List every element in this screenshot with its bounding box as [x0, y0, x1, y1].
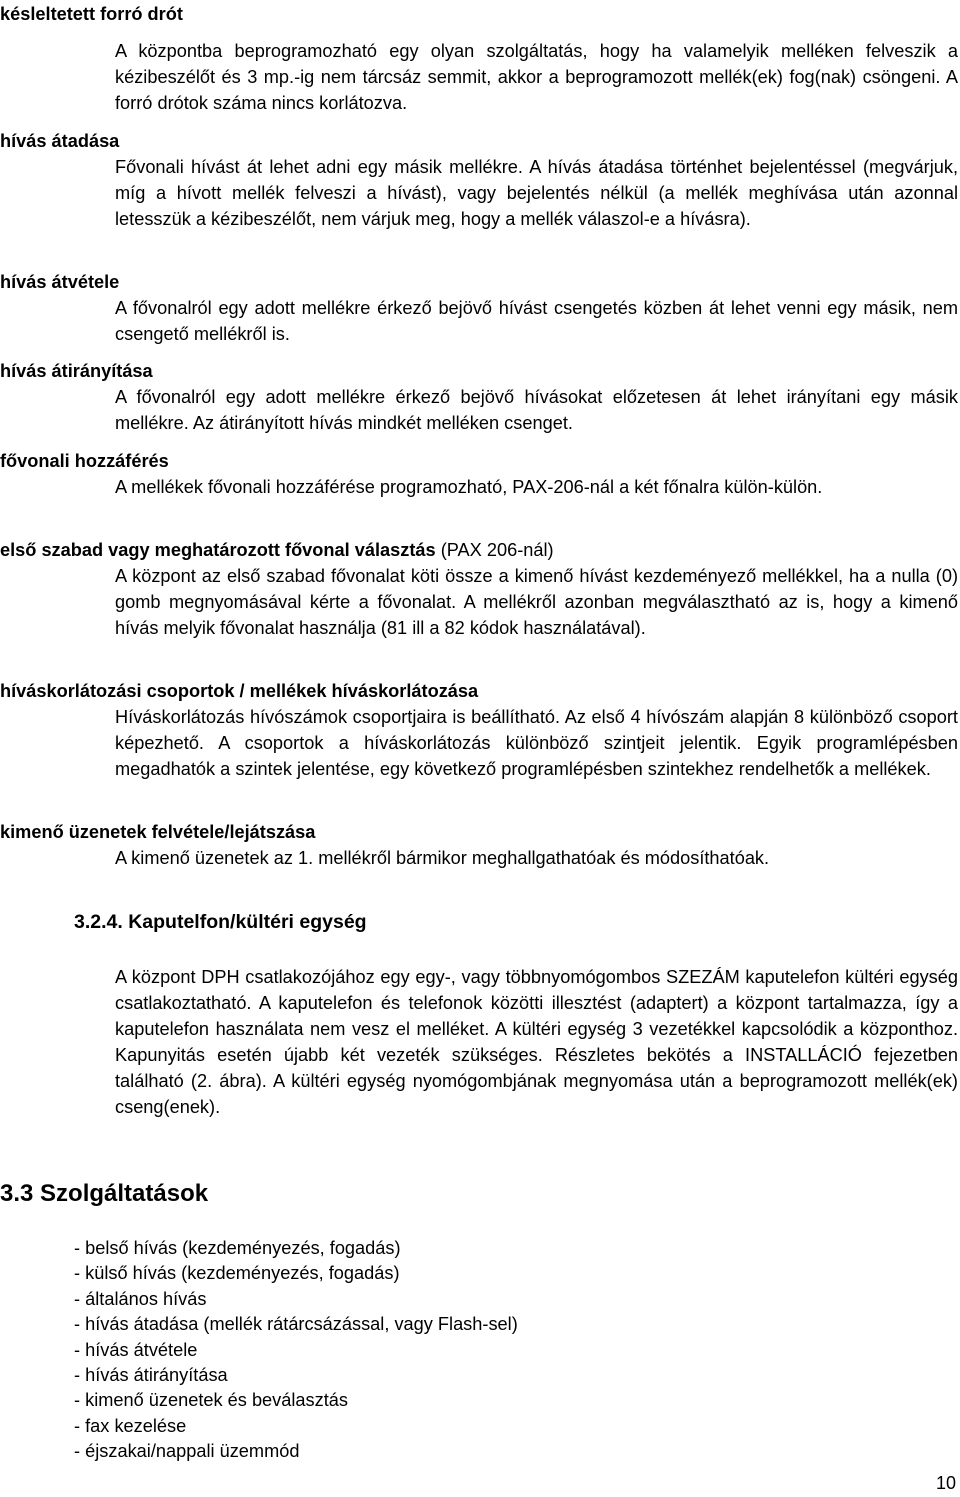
list-item: - külső hívás (kezdeményezés, fogadás) — [74, 1261, 518, 1286]
desc-outgoing-messages: A kimenő üzenetek az 1. mellékről bármikor meghallgathatóak és módosíthatóak. — [115, 848, 770, 868]
desc-call-restriction: Híváskorlátozás hívószámok csoportjaira is beállítható. Az első 4 hívószám alapján 8 különböző csoport képezhető. A csoportok a híváskorlátozás különböző szintjeit jelentik. Egyik programlépésben megadhatók a szintek jelentése, egy következő programlépésben szintekhez rendelhetők a mellékek. — [115, 707, 958, 779]
term-label: első szabad vagy meghatározott fővonal választás — [0, 540, 436, 560]
term-label: késleltetett forró drót — [0, 4, 183, 24]
term-label: hívás átadása — [0, 131, 120, 151]
term-suffix: (PAX 206-nál) — [435, 540, 554, 560]
section-heading: 3.3 Szolgáltatások — [0, 1180, 209, 1207]
term-call-forwarding — [0, 359, 153, 385]
list-item: - éjszakai/nappali üzemmód — [74, 1439, 518, 1464]
term-label: híváskorlátozási csoportok / mellékek híváskorlátozása — [0, 681, 479, 701]
desc-call-forwarding: A fővonalról egy adott mellékre érkező bejövő hívásokat előzetesen át lehet irányítani egy másik mellékre. Az átirányított hívás mindkét melléken csenget. — [115, 387, 958, 433]
term-delayed-hotline — [0, 2, 183, 28]
list-item: - belső hívás (kezdeményezés, fogadás) — [74, 1236, 518, 1261]
term-outgoing-messages — [0, 820, 315, 846]
term-call-transfer — [0, 129, 119, 155]
desc-delayed-hotline: A központba beprogramozható egy olyan szolgáltatás, hogy ha valamelyik melléken felveszik a kézibeszélőt és 3 mp.-ig nem tárcsáz semmit, akkor a beprogramozott mellék(ek) fog(nak) csöngeni. A forró drótok száma nincs korlátozva. — [115, 41, 958, 113]
services-list — [74, 1236, 518, 1465]
subsection-body: A központ DPH csatlakozójához egy egy-, vagy többnyomógombos SZEZÁM kaputelefon kültéri egység csatlakoztatható. A kaputelefon és telefonok közötti illesztést (adaptert) a központ tartalmazza, így a kaputelefon használata nem vesz el melléket. A kültéri egység 3 vezetékkel kapcsolódik a központhoz. Kapunyitás esetén újabb két vezeték szükséges. Részletes bekötés a INSTALLÁCIÓ fejezetben található (2. ábra). A kültéri egység nyomógombjának megnyomása után a beprogramozott mellék(ek) cseng(enek). — [115, 967, 958, 1117]
subsection-heading: 3.2.4. Kaputelfon/kültéri egység — [74, 911, 367, 933]
list-item: - fax kezelése — [74, 1414, 518, 1439]
list-item: - kimenő üzenetek és beválasztás — [74, 1388, 518, 1413]
term-call-restriction — [0, 679, 478, 705]
list-item: - hívás átadása (mellék rátárcsázással, vagy Flash-sel) — [74, 1312, 518, 1337]
list-item: - hívás átirányítása — [74, 1363, 518, 1388]
desc-call-transfer: Fővonali hívást át lehet adni egy másik mellékre. A hívás átadása történhet bejelentéssel (megvárjuk, míg a hívott mellék felveszi a hívást), vagy bejelentés nélkül (a mellék meghívása után azonnal letesszük a kézibeszélőt, nem várjuk meg, hogy a mellék válaszol-e a hívásra). — [115, 157, 958, 229]
page-number: 10 — [935, 1473, 956, 1493]
desc-trunk-access: A mellékek fővonali hozzáférése programozható, PAX-206-nál a két főnalra külön-külön. — [115, 477, 823, 497]
desc-trunk-selection: A központ az első szabad fővonalat köti össze a kimenő hívást kezdeményező mellékkel, ha a nulla (0) gomb megnyomásával kérte a fővonalat. A mellékről azonban megválasztható az is, hogy a kimenő hívás melyik fővonalat használja (81 ill a 82 kódok használatával). — [115, 566, 958, 638]
list-item: - általános hívás — [74, 1287, 518, 1312]
term-trunk-selection — [0, 538, 554, 564]
term-trunk-access — [0, 449, 169, 475]
term-label: hívás átvétele — [0, 272, 120, 292]
term-label: kimenő üzenetek felvétele/lejátszása — [0, 822, 316, 842]
term-call-pickup — [0, 270, 119, 296]
term-label: hívás átirányítása — [0, 361, 153, 381]
list-item: - hívás átvétele — [74, 1338, 518, 1363]
term-label: fővonali hozzáférés — [0, 451, 169, 471]
desc-call-pickup: A fővonalról egy adott mellékre érkező bejövő hívást csengetés közben át lehet venni egy másik, nem csengető mellékről is. — [115, 298, 958, 344]
